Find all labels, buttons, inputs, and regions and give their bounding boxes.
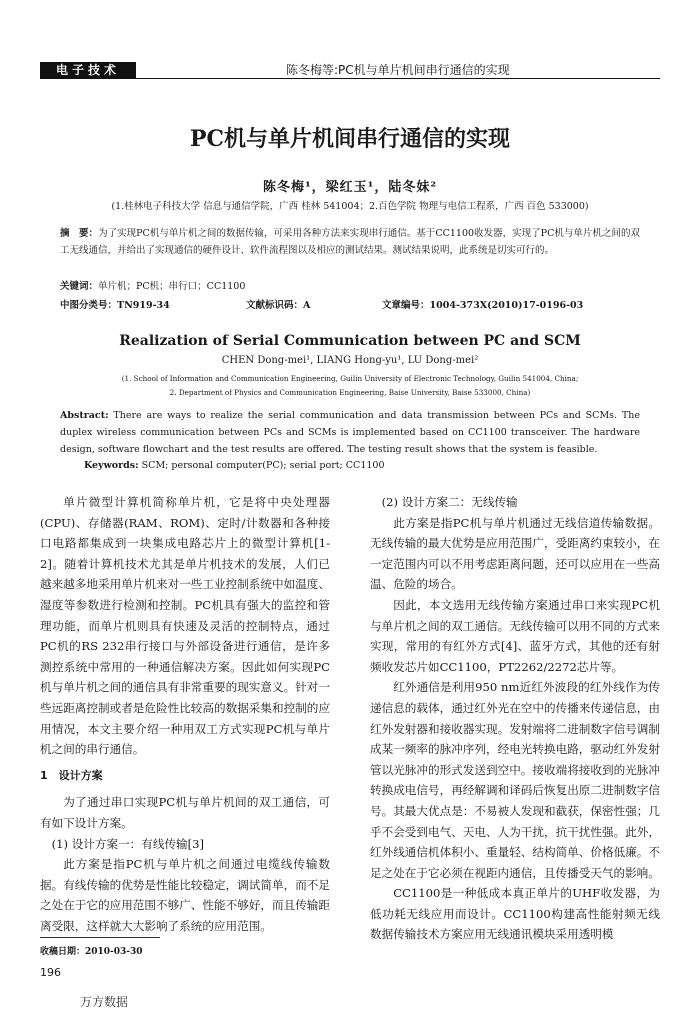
watermark: 万方数据 [80,995,129,1009]
left-column [40,492,330,936]
page-title: PC机与单片机间串行通信的实现 [189,126,511,152]
section-badge: 电子技术 [40,62,136,78]
right-column [370,492,660,945]
body-paragraph: 单片微型计算机简称单片机，它是将中央处理器(CPU)、存储器(RAM、ROM)、定时/计数器和各种接口电路都集成到一块集成电路芯片上的微型计算机[1-2]。随着计算机技术尤其是单片机技术的发展，人们已越来越多地采用单片机来对一些工业控制系统中如温度、湿度等参数进行检测和控制。PC机具有强大的监控和管理功能，而单片机则具有快速及灵活的控制特点，通过PC机的RS 232串行接口与外部设备进行通信，是许多测控系统中常用的一种通信解决方案。因此如何实现PC机与单片机之间的通信具有非常重要的现实意义。针对一些远距离控制或者是危险性比较高的数据采集和控制的应用情况，本文主要介绍一种用双工方式实现PC机与单片机之间的串行通信。 [40,495,330,757]
clc-number: 中图分类号：TN919-34 [60,300,170,311]
article-number: 文章编号：1004-373X(2010)17-0196-03 [382,300,584,311]
abstract-en-label: Abstract: [60,410,109,421]
subsection-heading: (1) 设计方案一：有线传输[3] [51,836,205,851]
keywords-en [84,460,385,471]
section-heading: 1 设计方案 [40,768,103,782]
authors-en: CHEN Dong-mei¹, LIANG Hong-yu¹, LU Dong-mei² [221,355,479,366]
keywords-en-text: SCM; personal computer(PC); serial port; CC1100 [141,460,385,471]
document-code: 文献标识码：A [246,300,311,311]
keywords-cn-label: 关键词： [60,281,99,292]
received-date: 收稿日期：2010-03-30 [40,947,143,957]
body-paragraph: 此方案是指PC机与单片机之间通过电缆线传输数据。有线传输的优势是性能比较稳定，调试简单，而不足之处在于它的应用范围不够广、性能不够好，而且传输距离受限，这样就大大影响了系统的应用范围。 [40,857,330,933]
abstract-en [60,407,640,458]
subsection-heading: (2) 设计方案二：无线传输 [381,495,518,509]
authors-cn: 陈冬梅¹，梁红玉¹，陆冬妹² [262,180,438,195]
keywords-cn-text: 单片机；PC机；串行口；CC1100 [98,281,246,292]
body-paragraph: 此方案是指PC机与单片机通过无线信道传输数据。无线传输的最大优势是应用范围广，受距离约束较小，在一定范围内可以不用考虑距离问题，还可以应用在一些高温、危险的场合。 [370,515,660,592]
title-en: Realization of Serial Communication between PC and SCM [119,333,581,349]
header-rule [40,78,660,79]
abstract-cn-text: 为了实现PC机与单片机之间的数据传输，可采用各种方法来实现串行通信。基于CC1100收发器，实现了PC机与单片机之间的双工无线通信，并给出了实现通信的硬件设计、软件流程图以及相应的测试结果。测试结果说明，此系统是切实可行的。 [60,228,640,256]
abstract-cn-label: 摘 要： [60,228,99,239]
abstract-en-text: There are ways to realize the serial communication and data transmission between PCs and SCMs. The duplex wireless communication between PCs and SCMs is implemented based on CC1100 transceiver. The hardware design, software flowchart and the test results are offered. The testing result shows that the system is feasible. [60,410,640,455]
body-paragraph: 红外通信是利用950 nm近红外波段的红外线作为传递信息的载体，通过红外光在空中的传播来传递信息，由红外发射器和接收器实现。发射端将二进制数字信号调制成某一频率的脉冲序列，经电光转换电路，驱动红外发射管以光脉冲的形式发送到空中。接收端将接收到的光脉冲转换成电信号，再经解调和译码后恢复出原二进制数字信号。其最大优点是：不易被人发现和截获，保密性强；几乎不会受到电气、天电、人为干扰，抗干扰性强。此外，红外线通信机体积小、重量轻、结构简单、价格低廉。不足之处在于它必须在视距内通信，且传播受天气的影响。 [370,680,660,880]
abstract-cn [60,225,640,259]
body-paragraph: 因此，本文选用无线传输方案通过串口来实现PC机与单片机之间的双工通信。无线传输可以用不同的方式来实现，常用的有红外方式[4]、蓝牙方式，其他的还有射频收发芯片如CC1100，PT2262/2272芯片等。 [370,597,660,674]
body-paragraph: 为了通过串口实现PC机与单片机间的双工通信，可有如下设计方案。 [40,795,330,830]
keywords-en-label: Keywords: [84,460,139,471]
affiliation-en-2: 2. Department of Physics and Communication Engineering, Baise University, Baise 533000, China) [169,388,531,397]
footnote-rule [40,937,160,938]
affiliation-cn: (1.桂林电子科技大学 信息与通信学院，广西 桂林 541004；2.百色学院 物理与电信工程系，广西 百色 533000) [111,201,589,212]
affiliation-en-1: (1. School of Information and Communication Engineering, Guilin University of Electronic Technology, Guilin 541004, China; [121,374,579,383]
keywords-cn [60,278,245,292]
running-title: 陈冬梅等:PC机与单片机间串行通信的实现 [286,63,510,77]
body-paragraph: CC1100是一种低成本真正单片的UHF收发器，为低功耗无线应用而设计。CC1100构建高性能射频无线数据传输技术方案应用无线通讯模块采用透明模 [370,886,660,942]
page-number: 196 [40,966,61,979]
